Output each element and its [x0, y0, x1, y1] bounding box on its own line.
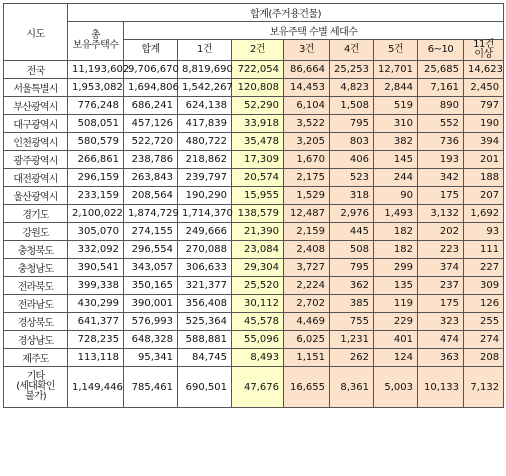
header-col-sum: 합계: [124, 40, 178, 61]
table-cell: 4,469: [284, 313, 330, 331]
table-cell: 382: [374, 133, 418, 151]
table-cell: 525,364: [178, 313, 232, 331]
table-cell: 93: [464, 223, 504, 241]
table-cell: 202: [418, 223, 464, 241]
table-cell: 1,874,729: [124, 205, 178, 223]
table-cell: 417,839: [178, 115, 232, 133]
table-cell: 318: [330, 187, 374, 205]
table-cell: 223: [418, 241, 464, 259]
table-cell: 390,001: [124, 295, 178, 313]
table-cell: 797: [464, 97, 504, 115]
table-cell: 795: [330, 115, 374, 133]
region-name: 울산광역시: [4, 187, 68, 205]
header-col-11-plus: 11건 이상: [464, 40, 504, 61]
table-cell: 394: [464, 133, 504, 151]
table-cell: 306,633: [178, 259, 232, 277]
table-cell: 10,133: [418, 367, 464, 408]
table-cell: 641,377: [68, 313, 124, 331]
table-cell: 25,520: [232, 277, 284, 295]
table-row: [4, 349, 504, 367]
table-cell: 343,057: [124, 259, 178, 277]
table-cell: 237: [418, 277, 464, 295]
table-cell: 6,104: [284, 97, 330, 115]
table-row: [4, 205, 504, 223]
table-cell: 519: [374, 97, 418, 115]
table-cell: 201: [464, 151, 504, 169]
table-cell: 736: [418, 133, 464, 151]
table-cell: 785,461: [124, 367, 178, 408]
table-cell: 262: [330, 349, 374, 367]
region-name: 광주광역시: [4, 151, 68, 169]
table-cell: 8,493: [232, 349, 284, 367]
table-cell: 323: [418, 313, 464, 331]
region-name: 강원도: [4, 223, 68, 241]
region-name: 전라북도: [4, 277, 68, 295]
table-cell: 2,702: [284, 295, 330, 313]
table-cell: 218,862: [178, 151, 232, 169]
table-cell: 7,132: [464, 367, 504, 408]
table-cell: 274,155: [124, 223, 178, 241]
table-cell: 363: [418, 349, 464, 367]
table-cell: 3,132: [418, 205, 464, 223]
table-row: [4, 223, 504, 241]
table-cell: 1,231: [330, 331, 374, 349]
table-cell: 33,918: [232, 115, 284, 133]
table-cell: 305,070: [68, 223, 124, 241]
table-cell: 17,309: [232, 151, 284, 169]
table-cell: 25,253: [330, 61, 374, 79]
header-top-group: 합계(주거용건물): [68, 4, 504, 22]
table-cell: 239,797: [178, 169, 232, 187]
table-cell: 1,714,370: [178, 205, 232, 223]
table-cell: 47,676: [232, 367, 284, 408]
table-cell: 508: [330, 241, 374, 259]
table-row: [4, 295, 504, 313]
region-name: 대구광역시: [4, 115, 68, 133]
table-cell: 188: [464, 169, 504, 187]
region-name: 경기도: [4, 205, 68, 223]
table-cell: 686,241: [124, 97, 178, 115]
table-cell: 14,453: [284, 79, 330, 97]
table-cell: 430,299: [68, 295, 124, 313]
table-cell: 1,493: [374, 205, 418, 223]
table-cell: 182: [374, 241, 418, 259]
table-cell: 552: [418, 115, 464, 133]
table-cell: 508,051: [68, 115, 124, 133]
table-cell: 890: [418, 97, 464, 115]
header-sub-group: 보유주택 수별 세대수: [124, 22, 504, 40]
table-cell: 249,666: [178, 223, 232, 241]
table-row: [4, 331, 504, 349]
table-cell: 175: [418, 295, 464, 313]
table-cell: 244: [374, 169, 418, 187]
table-cell: 1,151: [284, 349, 330, 367]
table-cell: 255: [464, 313, 504, 331]
table-cell: 30,112: [232, 295, 284, 313]
table-cell: 16,655: [284, 367, 330, 408]
table-cell: 5,003: [374, 367, 418, 408]
table-cell: 6,025: [284, 331, 330, 349]
table-cell: 580,579: [68, 133, 124, 151]
table-cell: 399,338: [68, 277, 124, 295]
table-cell: 45,578: [232, 313, 284, 331]
table-cell: 3,522: [284, 115, 330, 133]
table-cell: 238,786: [124, 151, 178, 169]
table-cell: 803: [330, 133, 374, 151]
table-cell: 84,745: [178, 349, 232, 367]
region-name: 충청북도: [4, 241, 68, 259]
table-cell: 648,328: [124, 331, 178, 349]
table-cell: 1,670: [284, 151, 330, 169]
table-cell: 310: [374, 115, 418, 133]
table-cell: 522,720: [124, 133, 178, 151]
table-cell: 1,542,267: [178, 79, 232, 97]
table-cell: 145: [374, 151, 418, 169]
table-cell: 2,159: [284, 223, 330, 241]
table-cell: 182: [374, 223, 418, 241]
table-cell: 52,290: [232, 97, 284, 115]
table-cell: 119: [374, 295, 418, 313]
table-cell: 208,564: [124, 187, 178, 205]
table-cell: 795: [330, 259, 374, 277]
table-row: [4, 187, 504, 205]
table-cell: 299: [374, 259, 418, 277]
table-cell: 374: [418, 259, 464, 277]
table-cell: 14,623: [464, 61, 504, 79]
table-cell: 356,408: [178, 295, 232, 313]
table-cell: 385: [330, 295, 374, 313]
table-cell: 2,844: [374, 79, 418, 97]
table-cell: 296,159: [68, 169, 124, 187]
table-cell: 15,955: [232, 187, 284, 205]
header-col-2: 2건: [232, 40, 284, 61]
table-cell: 12,701: [374, 61, 418, 79]
table-cell: 227: [464, 259, 504, 277]
table-cell: 480,722: [178, 133, 232, 151]
header-col-4: 4건: [330, 40, 374, 61]
table-cell: 728,235: [68, 331, 124, 349]
header-col-3: 3건: [284, 40, 330, 61]
table-cell: 776,248: [68, 97, 124, 115]
table-row: [4, 277, 504, 295]
table-cell: 207: [464, 187, 504, 205]
table-cell: 1,508: [330, 97, 374, 115]
table-cell: 190: [464, 115, 504, 133]
region-name: 충청남도: [4, 259, 68, 277]
table-cell: 309: [464, 277, 504, 295]
table-cell: 2,224: [284, 277, 330, 295]
table-cell: 1,692: [464, 205, 504, 223]
table-row: [4, 97, 504, 115]
table-cell: 523: [330, 169, 374, 187]
region-name: 제주도: [4, 349, 68, 367]
table-cell: 20,574: [232, 169, 284, 187]
table-cell: 11,193,602: [68, 61, 124, 79]
table-cell: 29,304: [232, 259, 284, 277]
region-name: 경상북도: [4, 313, 68, 331]
table-cell: 2,976: [330, 205, 374, 223]
table-cell: 332,092: [68, 241, 124, 259]
table-cell: 2,450: [464, 79, 504, 97]
table-cell: 124: [374, 349, 418, 367]
table-cell: 23,084: [232, 241, 284, 259]
table-cell: 9,706,670: [124, 61, 178, 79]
table-cell: 7,161: [418, 79, 464, 97]
table-cell: 95,341: [124, 349, 178, 367]
table-row: [4, 259, 504, 277]
table-cell: 113,118: [68, 349, 124, 367]
table-cell: 266,861: [68, 151, 124, 169]
table-cell: 111: [464, 241, 504, 259]
table-cell: 8,819,690: [178, 61, 232, 79]
table-cell: 135: [374, 277, 418, 295]
table-cell: 274: [464, 331, 504, 349]
table-cell: 55,096: [232, 331, 284, 349]
header-total-houses: 총 보유주택수: [68, 22, 124, 61]
table-cell: 406: [330, 151, 374, 169]
region-name: 인천광역시: [4, 133, 68, 151]
table-cell: 12,487: [284, 205, 330, 223]
table-cell: 321,377: [178, 277, 232, 295]
table-row: [4, 367, 504, 408]
table-row: [4, 133, 504, 151]
table-cell: 1,529: [284, 187, 330, 205]
table-cell: 401: [374, 331, 418, 349]
table-row: [4, 313, 504, 331]
region-name: 대전광역시: [4, 169, 68, 187]
table-cell: 2,100,022: [68, 205, 124, 223]
table-row: [4, 241, 504, 259]
table-cell: 3,205: [284, 133, 330, 151]
table-cell: 690,501: [178, 367, 232, 408]
table-cell: 35,478: [232, 133, 284, 151]
table-cell: 2,408: [284, 241, 330, 259]
table-cell: 138,579: [232, 205, 284, 223]
table-cell: 4,823: [330, 79, 374, 97]
header-col-6-10: 6~10: [418, 40, 464, 61]
table-cell: 576,993: [124, 313, 178, 331]
table-cell: 8,361: [330, 367, 374, 408]
table-cell: 755: [330, 313, 374, 331]
table-cell: 126: [464, 295, 504, 313]
table-cell: 362: [330, 277, 374, 295]
table-cell: 474: [418, 331, 464, 349]
table-cell: 296,554: [124, 241, 178, 259]
housing-ownership-table: [3, 3, 504, 408]
table-cell: 120,808: [232, 79, 284, 97]
table-cell: 90: [374, 187, 418, 205]
table-cell: 263,843: [124, 169, 178, 187]
table-cell: 86,664: [284, 61, 330, 79]
header-col-5: 5건: [374, 40, 418, 61]
table-cell: 175: [418, 187, 464, 205]
table-body: [4, 61, 504, 408]
table-cell: 588,881: [178, 331, 232, 349]
table-row: [4, 169, 504, 187]
table-cell: 233,159: [68, 187, 124, 205]
region-name: 전라남도: [4, 295, 68, 313]
region-name: 부산광역시: [4, 97, 68, 115]
table-cell: 229: [374, 313, 418, 331]
region-name: 기타 (세대확인 불가): [4, 367, 68, 408]
table-cell: 193: [418, 151, 464, 169]
table-cell: 190,290: [178, 187, 232, 205]
table-cell: 342: [418, 169, 464, 187]
table-cell: 3,727: [284, 259, 330, 277]
region-name: 경상남도: [4, 331, 68, 349]
region-name: 전국: [4, 61, 68, 79]
table-cell: 1,694,806: [124, 79, 178, 97]
table-cell: 445: [330, 223, 374, 241]
table-row: [4, 79, 504, 97]
table-cell: 390,541: [68, 259, 124, 277]
table-cell: 270,088: [178, 241, 232, 259]
table-row: [4, 151, 504, 169]
table-cell: 457,126: [124, 115, 178, 133]
table-cell: 21,390: [232, 223, 284, 241]
table-cell: 25,685: [418, 61, 464, 79]
table-cell: 208: [464, 349, 504, 367]
table-row: [4, 115, 504, 133]
table-row: [4, 61, 504, 79]
table-cell: 1,953,082: [68, 79, 124, 97]
table-cell: 350,165: [124, 277, 178, 295]
table-cell: 722,054: [232, 61, 284, 79]
table-cell: 2,175: [284, 169, 330, 187]
region-name: 서울특별시: [4, 79, 68, 97]
table-cell: 1,149,446: [68, 367, 124, 408]
table-cell: 624,138: [178, 97, 232, 115]
header-col-1: 1건: [178, 40, 232, 61]
header-region: 시도: [4, 4, 68, 61]
